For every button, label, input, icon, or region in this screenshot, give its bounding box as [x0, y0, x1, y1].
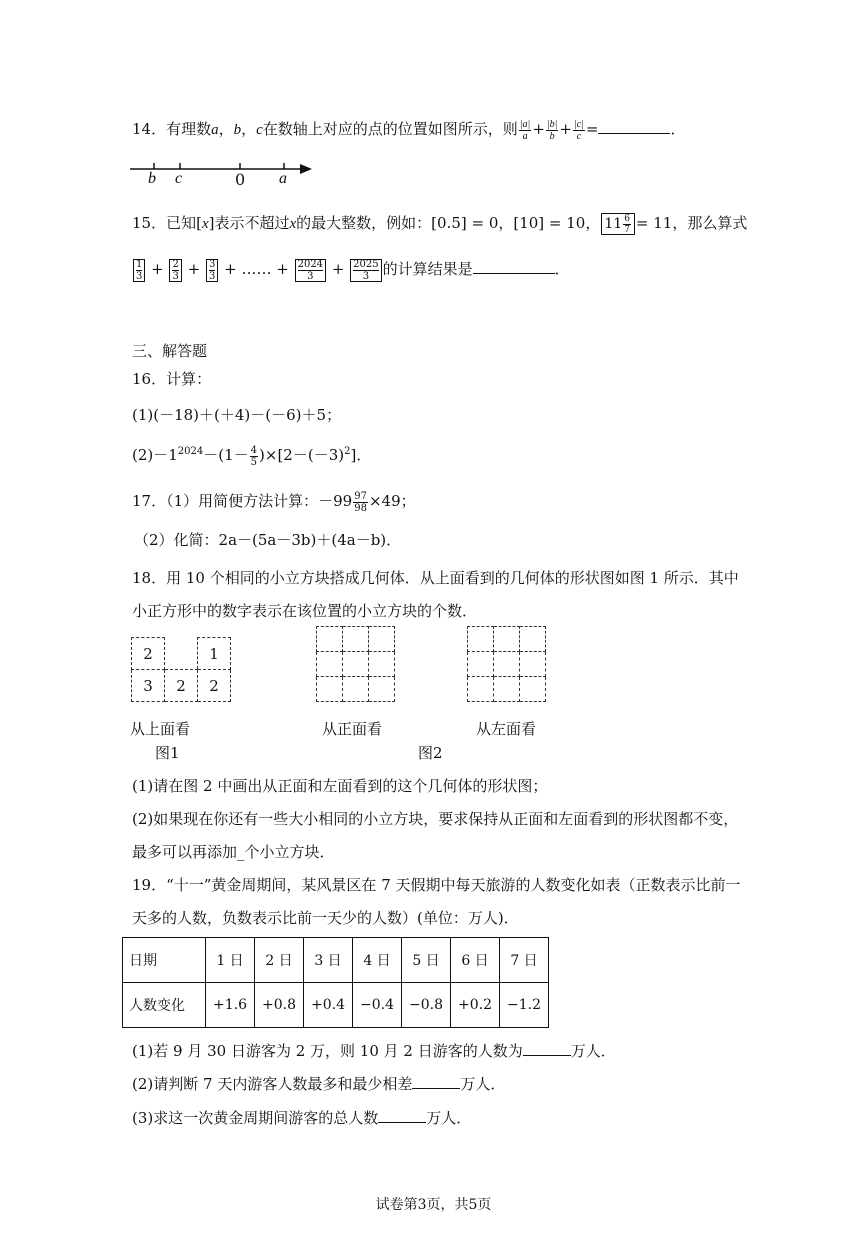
- q18-line2: 小正方形中的数字表示在该位置的小立方块的个数．: [132, 602, 478, 620]
- q15-line1: 15．已知[x]表示不超过x的最大整数，例如：[0.5] = 0，[10] = 10， 11 $\frac{6}{7}$ = 11，那么算式: [132, 213, 748, 235]
- fig1-top-view-grid: [131, 637, 231, 702]
- q19-part2: (2)请判断 7 天内游客人数最多和最少相差 万人．: [132, 1075, 506, 1093]
- table-cell: +0.2: [451, 983, 500, 1028]
- frac-abs-b: $\frac{|b|}{b}$: [546, 118, 558, 142]
- q17-part2: （2）化简：2a－(5a－3b)＋(4a－b)．: [134, 531, 402, 549]
- table-cell: +0.4: [304, 983, 353, 1028]
- floor-term-3: $\frac{3}{3}$: [206, 259, 218, 282]
- frac-abs-a: $\frac{|a|}{a}$: [519, 118, 531, 142]
- caption-left-view: 从左面看: [476, 720, 537, 738]
- q19-line2: 天多的人数，负数表示比前一天少的人数）(单位：万人)．: [132, 909, 519, 927]
- q16-part2: $(2)-1^{2024}-(1-$ $\frac{4}{5}$ )$\times[2-(-3)^2]$．: [132, 444, 372, 468]
- number-line-label-0: 0: [235, 170, 246, 189]
- q19-part1: (1)若 9 月 30 日游客为 2 万，则 10 月 2 日游客的人数为 万人．: [132, 1042, 616, 1060]
- fig1-cell: 2: [165, 670, 198, 702]
- table-cell: 5 日: [402, 938, 451, 983]
- table-header-row: [123, 938, 549, 983]
- table-cell: 6 日: [451, 938, 500, 983]
- q19-part3: (3)求这一次黄金周期间游客的总人数 万人．: [132, 1109, 472, 1127]
- floor-term-2024: $\frac{2024}{3}$: [295, 259, 326, 282]
- fig2-left-view-grid[interactable]: [467, 626, 546, 702]
- caption-front-view: 从正面看: [322, 720, 383, 738]
- fig1-cell: 3: [132, 670, 165, 702]
- section-title: 三、解答题: [132, 342, 208, 360]
- q16-part1: (1)(－18)＋(＋4)－(－6)＋5；: [132, 406, 342, 424]
- floor-example: 11 $\frac{6}{7}$: [601, 213, 635, 235]
- fig1-cell: 2: [132, 638, 165, 670]
- table-cell: +1.6: [206, 983, 255, 1028]
- fig2-front-view-grid[interactable]: [316, 626, 395, 702]
- page-footer: 试卷第3页，共5页: [375, 1197, 492, 1213]
- q17-part1: 17．（1）用简便方法计算：－99 $\frac{97}{98}$ ×49；: [132, 490, 416, 514]
- floor-term-2: $\frac{2}{3}$: [169, 259, 181, 282]
- q18-part1: (1)请在图 2 中画出从正面和左面看到的这个几何体的形状图；: [132, 777, 548, 795]
- table-row: [123, 983, 549, 1028]
- fig1-cell: 2: [198, 670, 231, 702]
- q14-stem: 14．有理数a，b，c在数轴上对应的点的位置如图所示，则 $\frac{|a|}{a}$ + $\frac{|b|}{b}$ + $\frac{|c|}{c}$ = ．: [132, 118, 686, 142]
- floor-term-1: $\frac{1}{3}$: [133, 259, 145, 282]
- q18-part2-line2: 最多可以再添加_个小立方块．: [132, 843, 335, 861]
- answer-blank-19-1[interactable]: [523, 1041, 571, 1056]
- answer-blank-19-2[interactable]: [412, 1074, 460, 1089]
- q15-line2: $\frac{1}{3}$ + $\frac{2}{3}$ + $\frac{3}{3}$ + …… + $\frac{2024}{3}$ + $\frac{2025}{3}$的计算结果是 ．: [132, 258, 570, 282]
- number-line: [128, 160, 318, 192]
- q19-line1: 19．“十一”黄金周期间，某风景区在 7 天假期中每天旅游的人数变化如表（正数表示比前一: [132, 876, 741, 894]
- table-cell: −0.4: [353, 983, 402, 1028]
- floor-term-2025: $\frac{2025}{3}$: [350, 259, 381, 282]
- frac-abs-c: $\frac{|c|}{c}$: [573, 118, 584, 142]
- answer-blank-19-3[interactable]: [378, 1108, 426, 1123]
- table-cell: 人数变化: [123, 983, 206, 1028]
- tourist-change-table: [122, 937, 549, 1028]
- answer-blank-14[interactable]: [598, 119, 670, 134]
- table-cell: 3 日: [304, 938, 353, 983]
- caption-top-view: 从上面看: [130, 720, 191, 738]
- number-line-label-c: c: [175, 170, 183, 187]
- table-cell: −1.2: [500, 983, 549, 1028]
- q16-title: 16．计算：: [132, 370, 212, 388]
- table-cell: 2 日: [255, 938, 304, 983]
- number-line-label-b: b: [148, 170, 156, 187]
- table-cell: 日期: [123, 938, 206, 983]
- fig1-cell: 1: [198, 638, 231, 670]
- fig2-label: 图2: [418, 744, 443, 762]
- answer-blank-15[interactable]: [473, 259, 555, 274]
- table-cell: −0.8: [402, 983, 451, 1028]
- table-cell: 7 日: [500, 938, 549, 983]
- number-line-label-a: a: [279, 170, 287, 187]
- fig1-label: 图1: [155, 744, 180, 762]
- table-cell: 4 日: [353, 938, 402, 983]
- q18-line1: 18．用 10 个相同的小立方块搭成几何体．从上面看到的几何体的形状图如图 1 所示．其中: [132, 569, 739, 587]
- table-cell: +0.8: [255, 983, 304, 1028]
- fig1-cell-empty: [165, 638, 198, 670]
- table-cell: 1 日: [206, 938, 255, 983]
- q18-part2-line1: (2)如果现在你还有一些大小相同的小立方块，要求保持从正面和左面看到的形状图都不变，: [132, 810, 739, 828]
